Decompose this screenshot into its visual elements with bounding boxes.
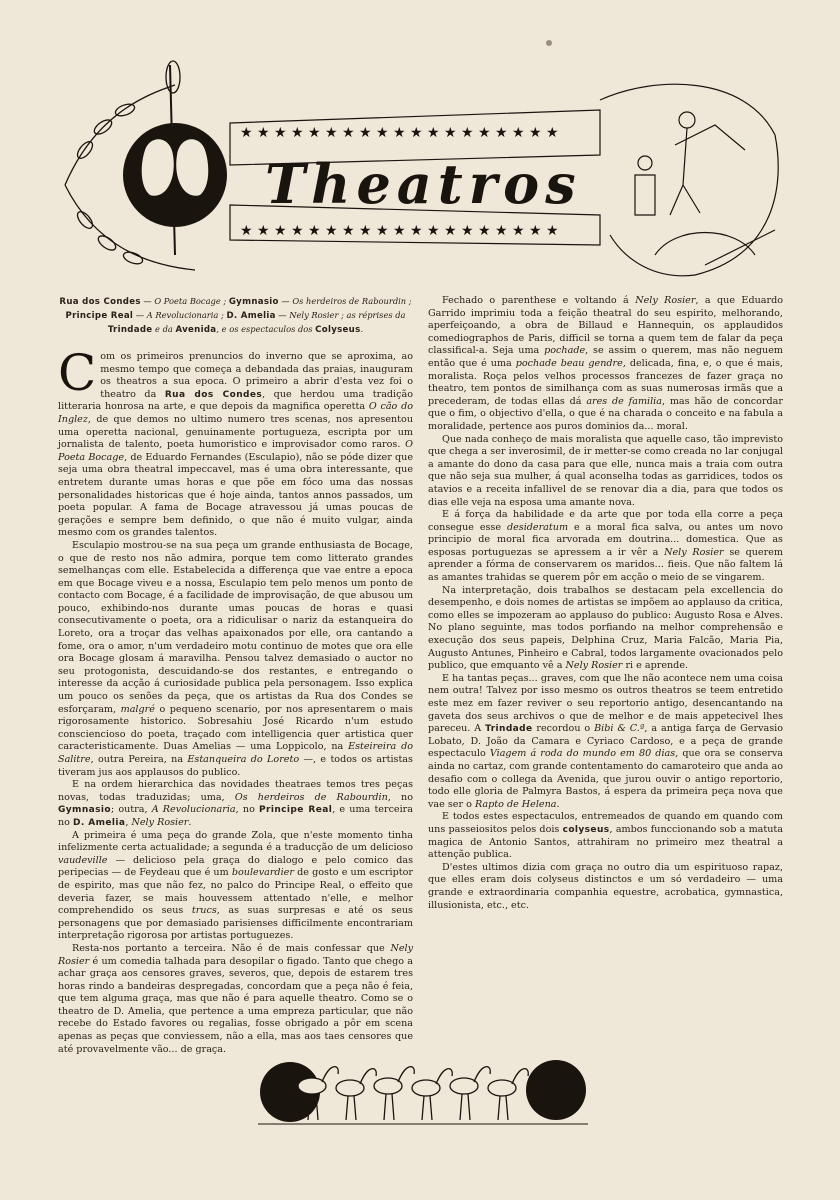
- text-run: e a moral fica salva, ou antes um novo principio de moral fica arvorada em doutrina... domestica. Que as esposas portuguezas se apressem a ir vêr a: [428, 521, 784, 558]
- italic-text: Nely Rosier: [58, 942, 413, 967]
- article-summary: Rua dos Condes — O Poeta Bocage ; Gymnasio — Os herdeiros de Rabourdin ; Principe Real — A Revolucionaria ; D. Amelia — Nely Rosier ; as réprises da Trindade e da Avenida, e os espectaculos dos Colyseus.: [59, 296, 412, 335]
- italic-text: Bibi & C.ª: [594, 723, 645, 735]
- text-run: E á força da habilidade e da arte que por toda ella corre a peça consegue esse: [428, 509, 783, 533]
- right-circle: [526, 1060, 586, 1120]
- summary-play-3: A Revolucionaria: [146, 310, 219, 320]
- paragraph: [428, 295, 783, 434]
- text-run: , no: [387, 791, 413, 803]
- text-run: Na interpretação, dois trabalhos se destacam pela excellencia do desempenho, e dois nomes de artistas se impõem ao applauso da critica, como elles se impozeram ao applauso do publico: Augusto Rosa e Alves. No plano seguinte, mas todos porfiando na melhor comprehensão e execução dos seus papeis, Delphina Cruz, Maria Falcão, Maria Pia, Augusto Antunes, Pinheiro e Cabral, todos largamente ovacionados pelo publico, que emquanto vê a: [428, 584, 783, 672]
- italic-text: Nely Rosier: [664, 546, 724, 558]
- paragraph: [428, 862, 783, 912]
- text-run: E na ordem hierarchica das novidades theatraes temos tres peças novas, todas traduzidas; uma,: [58, 779, 413, 803]
- text-run: , e uma terceira no: [58, 804, 413, 828]
- text-run: —, e todos os artistas tiveram jus aos applausos do publico.: [58, 754, 413, 778]
- italic-text: Esteireira do Salitre: [58, 741, 413, 765]
- text-run: .: [556, 798, 560, 810]
- text-run: — delicioso pela graça do dialogo e pelo comico das peripecias — de Feydeau que é um: [58, 854, 413, 879]
- text-run: o pequeno scenario, por nos apresentarem o mais rigorosamente historico. Sobresahiu José Ricardo n'um estudo consciencioso do poeta, traçado com intelligencia quer artistica quer caracteristicamente. Duas Amelias — uma Loppicolo, na: [58, 703, 413, 753]
- italic-text: trucs: [191, 905, 217, 917]
- italic-text: O Poeta Bocage: [58, 439, 413, 463]
- text-run: é um comedia talhada para desopilar o figado. Tanto que chego a achar graça aos censores graves, severos, que, depois de estarem tres horas rindo a bandeiras despregadas, concordam que a peça não é feia, que tem alguma graça, mas que não é para aquelle theatro. Como se o theatro de D. Amelia, que pertence a uma empreza particular, que não recebe do Estado favores ou regalias, fosse obrigado a pôr em scena apenas as peças que conviessem, não a ella, mas aos taes censores que até provavelmente vão... de graça.: [58, 955, 413, 1055]
- paragraph: [58, 344, 413, 540]
- venue-name: Rua dos Condes: [164, 389, 263, 400]
- paragraph: [428, 673, 783, 812]
- header-illustration: [55, 55, 785, 285]
- summary-venue-6: Avenida: [175, 325, 217, 335]
- text-run: E ha tantas peças... graves, com que lhe não acontece nem uma coisa nem outra! Talvez por isso mesmo os outros theatros se teem entretido este mez em fazer reviver o seu reportorio antigo, desencantando na gaveta dos seus archivos o que de melhor e de mais appetecivel lhes pareceu. A: [428, 672, 783, 735]
- summary-venue-3: Principe Real: [65, 311, 134, 321]
- flamingo-row: [298, 1067, 528, 1120]
- footer-illustration: [258, 1052, 588, 1132]
- text-run: , delicada, fina, e, o que é mais, moralista. Roça pelos velhos processos francezes de fazer graça no theatro, tem pontos de similhança com as suas numerosas irmãs que a precederam, de todas ellas dá: [428, 357, 783, 407]
- italic-text: pochade: [544, 345, 586, 357]
- venue-name: Trindade: [485, 724, 533, 735]
- text-run: , as suas surpresas e até os seus personagens que por demasiado parisienses difficilmente encontrariam interpretação rigorosa por artistas portuguezes.: [58, 905, 413, 942]
- italic-text: malgré: [120, 703, 155, 715]
- text-run: ; outra,: [110, 804, 148, 816]
- page-dot: [546, 40, 552, 46]
- italic-text: A Revolucionaria: [151, 804, 236, 816]
- stars-bottom: ★ ★ ★ ★ ★ ★ ★ ★ ★ ★ ★ ★ ★ ★ ★ ★ ★ ★ ★: [240, 223, 559, 239]
- summary-play-2: Os herdeiros de Rabourdin: [292, 296, 407, 306]
- summary-text: da: [395, 310, 406, 320]
- paragraph: [428, 509, 783, 585]
- summary-play-4: Nely Rosier: [289, 310, 339, 320]
- italic-text: pochade beau gendre: [515, 357, 623, 369]
- summary-text: as: [346, 310, 356, 320]
- text-run: , no: [235, 804, 255, 816]
- paragraph: [58, 779, 413, 829]
- drop-cap: C: [58, 344, 97, 402]
- paragraph: [428, 434, 783, 510]
- text-run: , que herdou uma tradição litteraria honrosa na arte, e que depois da magnifica operetta: [58, 388, 413, 413]
- text-run: Fechado o parenthese e voltando á: [442, 295, 629, 306]
- text-run: Esculapio mostrou-se na sua peça um grande enthusiasta de Bocage, o que de resto nos não admira, porque tem como litterato grandes semelhanças com elle. Estabelecida a differença que vae entre a epoca em que Bocage viveu e a nossa, Esculapio tem pelo menos um ponto de contacto com Bocage, é a facilidade de improvisação, de que abusou um pouco, exhibindo-nos durante umas poucas de horas e quasi consecutivamente o poeta, ora a ridiculisar o nariz da estanqueira do Loreto, ora a troçar das velhas apaixonados por elle, ora cantando a fome, ora o amor, n'um verdadeiro motu continuo de motes que ora elle ora Bocage glosam á maravilha. Pensou talvez demasiado o auctor no seu protogonista, descuidando-se dos restantes, e entregando o interesse da acção á curiosidade publica pela personagem. Isso explica um pouco os senões da peça, que os artistas da Rua dos Condes se esforçaram,: [58, 539, 413, 715]
- paragraph: [58, 830, 413, 943]
- paragraph: [58, 540, 413, 779]
- text-run: , de Eduardo Fernandes (Esculapio), não se póde dizer que seja uma obra theatral impeccavel, mas é uma obra interessante, que entretem durante umas horas e que põe em fóco uma das nossas personalidades historicas que é hoje ainda, tantos annos passados, um poeta popular. A fama de Bocage atravessou já umas poucas de gerações e sempre bem definido, o que não é muito vulgar, ainda mesmo com os grandes talentos.: [58, 451, 413, 539]
- venue-name: D. Amelia: [73, 817, 126, 828]
- summary-venue-2: Gymnasio: [228, 297, 279, 307]
- text-run: , mas hão de concordar que o fim, o objectivo d'ella, o que é na charada o conceito e na fabula a moralidade, pertence aos puros dominios da... moral.: [428, 395, 783, 432]
- summary-venue-1: Rua dos Condes: [59, 297, 141, 307]
- venue-name: colyseus: [562, 824, 610, 835]
- text-run: , a antiga farça de Gervasio Lobato, D. João da Camara e Cyriaco Cardoso, e a peça de grande espectaculo: [428, 723, 783, 760]
- text-run: ri e aprende.: [625, 660, 689, 672]
- text-run: E todos estes espectaculos, entremeados de quando em quando com uns passeiositos pelos dois: [428, 811, 783, 835]
- italic-text: vaudeville: [58, 854, 108, 866]
- text-run: , ambos funccionando sob a matuta magica de Antonio Santos, attrahiram no primeiro mez theatral a attenção publica.: [428, 823, 784, 861]
- paragraph: [58, 943, 413, 1056]
- theatros-banner: [55, 55, 785, 285]
- italic-text: Os herdeiros de Rabourdin: [234, 791, 388, 803]
- paragraph: [428, 585, 783, 673]
- text-run: , se assim o querem, mas não neguem então que é uma: [428, 345, 784, 369]
- stars-top: ★ ★ ★ ★ ★ ★ ★ ★ ★ ★ ★ ★ ★ ★ ★ ★ ★ ★ ★: [240, 125, 559, 141]
- paragraph: [428, 811, 783, 861]
- italic-text: desideratum: [506, 521, 569, 533]
- section-title: Theatros: [265, 152, 582, 216]
- text-run: , a que Eduardo Garrido imprimiu toda a feição theatral do seu espirito, melhorando, aperfeiçoando, a obra de Billaud e Hannequin, os applaudidos comediographos de Paris, difficil se torna a quem tem de falar da peça classifical-a. Seja uma: [428, 295, 783, 357]
- italic-text: boulevardier: [231, 867, 294, 879]
- text-run: Resta-nos portanto a terceira. Não é de mais confessar que: [72, 942, 385, 954]
- text-run: se querem aprender a fórma de conservarem os maridos... fieis. Que não faltem lá as amantes trahidas se querem pôr em acção o meio de se vingarem.: [428, 546, 783, 584]
- italic-text: O cão do Inglez: [58, 401, 413, 425]
- italic-text: Nely Rosier: [635, 295, 696, 306]
- italic-text: Nely Rosier: [565, 660, 623, 672]
- text-run: , de que demos no ultimo numero tres scenas, nos apresentou uma operetta nacional, genuinamente portugueza, escripta por um jornalista de talento, poeta humoristico e improvisador como raros.: [58, 413, 413, 451]
- italic-text: Viagem á roda do mundo em 80 dias: [489, 748, 676, 760]
- column-left: [58, 295, 413, 1056]
- italic-text: ares de familia: [586, 395, 662, 407]
- text-run: A primeira é uma peça do grande Zola, que n'este momento tinha infelizmente certa actualidade; a segunda é a traducção de um delicioso: [58, 829, 413, 854]
- italic-text: Rapto de Helena: [474, 798, 557, 810]
- flamingo-vignette: [258, 1052, 588, 1132]
- text-run: , que ora se conserva ainda no cartaz, com grande contentamento do camaroteiro que anda ao desafio com o collega da Avenida, que jurou ouvir o antigo reportorio, todo elle gloria de Palmyra Bastos, á espera da primeira peça nova que vae ser o: [428, 748, 783, 810]
- venue-name: Principe Real: [259, 805, 333, 816]
- text-run: D'estes ultimos dizia com graça no outro dia um espirituoso rapaz, que elles eram dois colyseus distinctos e um só verdadeiro — uma grande e extraordinaria companhia equestre, acrobatica, gymnastica, illusionista, etc., etc.: [428, 861, 783, 911]
- stage-scene-illustration: [600, 84, 778, 276]
- venue-name: Gymnasio: [58, 805, 111, 816]
- italic-text: Estanqueira do Loreto: [187, 754, 300, 765]
- text-run: .: [188, 816, 192, 828]
- summary-venue-5: Trindade: [107, 325, 153, 335]
- text-run: , outra Pereira, na: [90, 754, 184, 765]
- summary-text: e da: [155, 324, 173, 334]
- text-run: de gosto e um escriptor de espirito, mas que não fez, no palco do Principe Real, o effeito que deveria fazer, se mais houvessem attentado n'elle, e melhor comprehendido os seus: [58, 867, 413, 917]
- summary-venue-4: D. Amelia: [226, 311, 276, 321]
- text-run: ,: [125, 816, 129, 828]
- text-run: Que nada conheço de mais moralista que aquelle caso, tão imprevisto que chega a ser inverosimil, de ir metter-se como creada no lar conjugal a amante do dono da casa para que elle, nunca mais a traia com outra que não seja sua mulher, á qual aconselha todas as garridices, todos os atavios e a receita infallivel de se renovar dia a dia, para que todos os dias elle veja na esposa uma amante nova.: [428, 433, 783, 508]
- summary-text: e os espectaculos dos: [221, 324, 313, 334]
- text-run: recordou o: [536, 723, 591, 735]
- column-right: [428, 295, 783, 912]
- italic-text: Nely Rosier: [131, 816, 189, 828]
- summary-text: réprises: [358, 310, 393, 320]
- summary-venue-7: Colyseus: [315, 325, 361, 335]
- text-run: om os primeiros prenuncios do inverno que se aproxima, ao mesmo tempo que começa a debandada das praias, inauguram os theatros a sua epoca. O primeiro a abrir d'esta vez foi o theatro da: [100, 351, 413, 400]
- summary-play-1: O Poeta Bocage: [154, 296, 221, 306]
- theatre-masks-icon: [123, 123, 227, 227]
